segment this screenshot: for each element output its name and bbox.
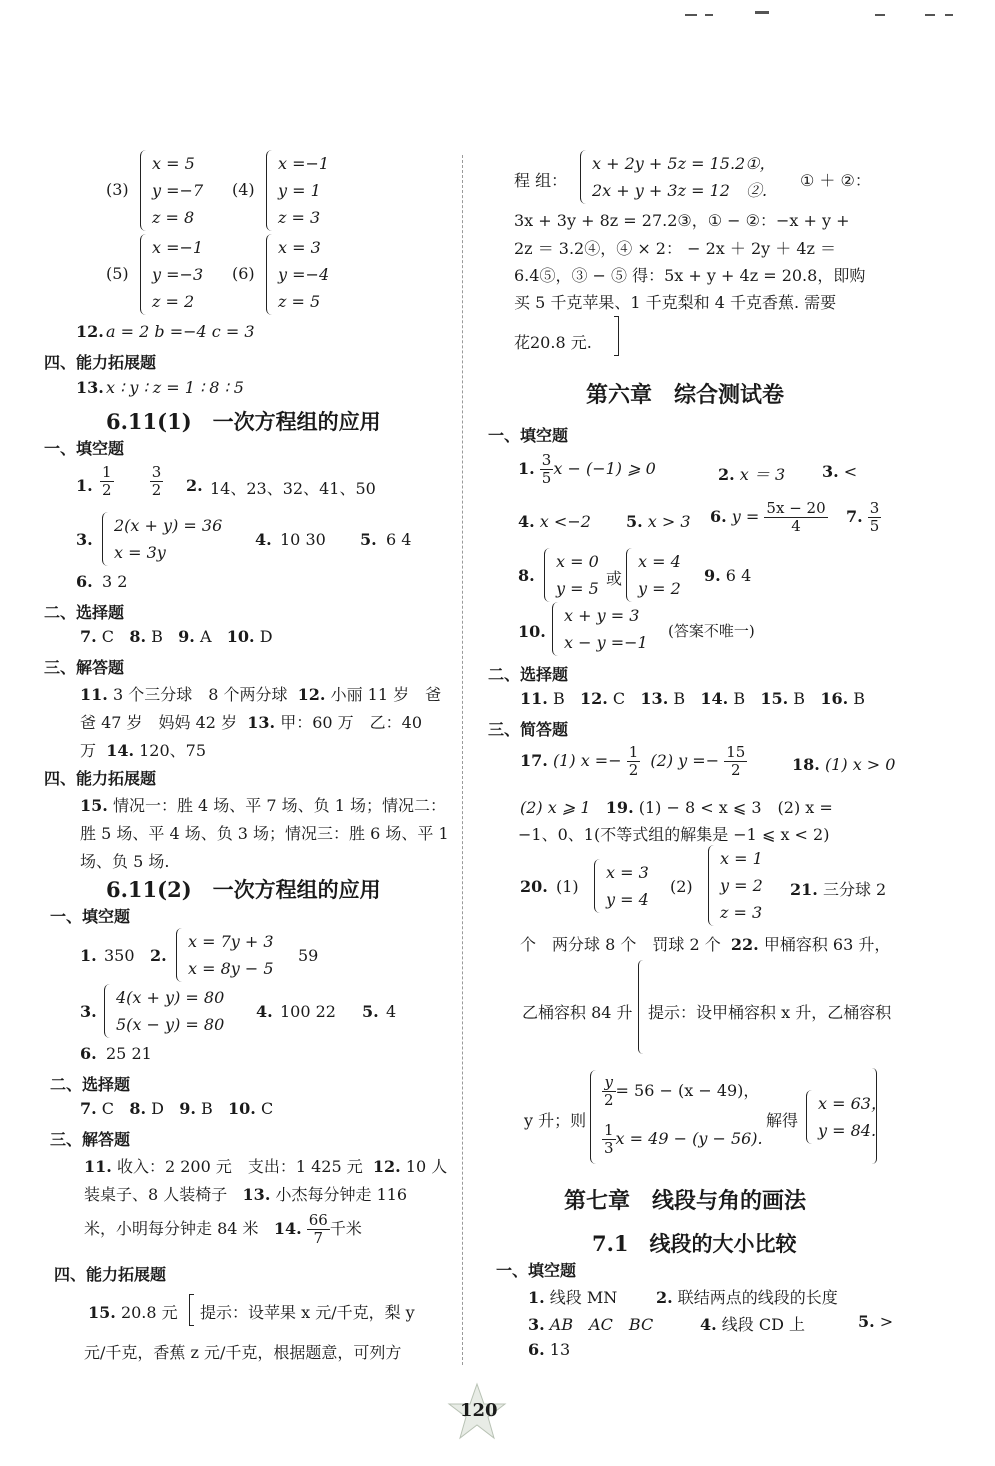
choice-answers-11-16: 11. B 12. C 13. B 14. B 15. B 16. B	[520, 689, 866, 708]
q13-answer: x ∶ y ∶ z = 1 ∶ 8 ∶ 5	[106, 378, 244, 397]
section-heading: 一、填空题	[44, 439, 125, 458]
t3-answer: 3. AB AC BC	[528, 1315, 654, 1334]
r10-num: 10.	[518, 622, 546, 641]
r4-answer: 4. x <−2	[518, 512, 591, 531]
section-heading: 四、能力拓展题	[44, 769, 157, 788]
q1-answer: $\frac{1}{2}$ $\frac{3}{2}$	[102, 463, 162, 499]
r18-answer: 18. (1) x > 0	[792, 755, 896, 774]
chapter-7-title: 第七章 线段与角的画法	[564, 1188, 807, 1214]
r6-answer: 6. y = $\frac{5x - 20}{4}$	[710, 499, 826, 535]
r20-num: 20.	[520, 877, 548, 896]
q15-line1: 15. 情况一：胜 4 场、平 7 场、负 1 场；情况二：	[80, 796, 446, 815]
choice-answers-p7-10: 7. C 8. D 9. B 10. C	[80, 1099, 274, 1118]
page-number: 120	[460, 1400, 498, 1421]
p2-system: x = 7y + 3 x = 8y − 5	[176, 928, 262, 982]
p3-system: 4(x + y) = 80 5(x − y) = 80	[104, 984, 212, 1038]
column-divider	[462, 155, 463, 1365]
r7-answer: 7. $\frac{3}{5}$	[846, 499, 880, 535]
r21-answer: 21. 三分球 2	[790, 880, 887, 899]
section-heading: 一、填空题	[496, 1261, 577, 1280]
continuation-system: x + 2y + 5z = 15.2①， 2x + y + 3z = 12 ②.	[580, 150, 764, 204]
section-heading: 三、解答题	[50, 1130, 131, 1149]
q2-answer: 14、23、32、41、50	[210, 479, 376, 498]
r8-num: 8.	[518, 566, 535, 585]
section-heading: 四、能力拓展题	[54, 1265, 167, 1284]
r19-line3: −1、0、1(不等式组的解集是 −1 ⩽ x < 2)	[518, 825, 830, 844]
r1-answer: 1. $\frac{3}{5}$ x − (−1) ⩾ 0	[518, 451, 656, 487]
label-6: (6)	[232, 264, 255, 283]
continuation-line6: 花20.8 元.	[514, 333, 592, 352]
r17-answer: 17. (1) x =− $\frac{1}{2}$ (2) y =− $\frac{15}{2}$	[520, 743, 746, 779]
r10-system: x + y = 3 x − y =−1	[552, 602, 636, 656]
continuation-after: ① ＋ ②：	[800, 171, 871, 190]
continuation-line3: 2z ＝ 3.2④，④ × 2： − 2x ＋ 2y ＋ 4z ＝	[514, 239, 837, 258]
hint-bracket	[638, 960, 643, 1054]
section-heading: 一、填空题	[488, 426, 569, 445]
system-4: x =−1 y = 1 z = 3	[266, 150, 317, 231]
q4-num: 4.	[255, 530, 272, 549]
q13-num: 13.	[76, 378, 104, 397]
p4-answer: 100 22	[280, 1002, 336, 1021]
q11-line3: 万 14. 120、75	[80, 741, 207, 760]
hint-bracket	[189, 1294, 194, 1326]
p2-after: 59	[298, 946, 319, 965]
section-heading: 三、解答题	[44, 658, 125, 677]
p15-hint-line2: 元/千克，香蕉 z 元/千克，根据题意，可列方	[84, 1343, 402, 1362]
q11-line2: 爸 47 岁 妈妈 42 岁 13. 甲：60 万 乙：40	[80, 713, 422, 732]
t4-answer: 4. 线段 CD 上	[700, 1315, 806, 1334]
section-heading: 二、选择题	[488, 665, 569, 684]
section-heading: 一、填空题	[50, 907, 131, 926]
r8-system-1: x = 0 y = 5	[544, 548, 587, 602]
q15-line3: 场、负 5 场.	[80, 852, 170, 871]
r20-part1-label: (1)	[556, 877, 579, 896]
q3-num: 3.	[76, 530, 93, 549]
continuation-line4: 6.4⑤，③ − ⑤ 得：5x + y + 4z = 20.8，即购	[514, 266, 866, 285]
section-heading: 二、选择题	[44, 603, 125, 622]
q4-answer: 10 30	[280, 530, 326, 549]
label-5: (5)	[106, 264, 129, 283]
p13-line3: 米，小明每分钟走 84 米 14. $\frac{66}{7}$ 千米	[84, 1211, 362, 1247]
system-5: x =−1 y =−3 z = 2	[140, 234, 191, 315]
label-4: (4)	[232, 180, 255, 199]
p5-answer: 4	[386, 1002, 397, 1021]
r9-answer: 9. 6 4	[704, 566, 752, 585]
r22-line4: y 升；则	[524, 1111, 587, 1130]
r20-system-2: x = 1 y = 2 z = 3	[708, 845, 751, 926]
r8-system-2: x = 4 y = 2	[626, 548, 669, 602]
q3-system: 2(x + y) = 36 x = 3y	[102, 512, 210, 566]
q12-answer: a = 2 b =−4 c = 3	[106, 322, 255, 341]
t1-answer: 1. 线段 MN	[528, 1288, 618, 1307]
p11-line1: 11. 收入：2 200 元 支出：1 425 元 12. 10 人	[84, 1157, 448, 1176]
section-heading: 四、能力拓展题	[44, 353, 157, 372]
label-3: (3)	[106, 180, 129, 199]
p1-answer: 350	[104, 946, 135, 965]
p1-num: 1.	[80, 946, 97, 965]
r22-solve-label: 解得	[766, 1111, 799, 1130]
r20-part2-label: (2)	[670, 877, 693, 896]
r20-system-1: x = 3 y = 4	[594, 859, 637, 913]
t2-answer: 2. 联结两点的线段的长度	[656, 1288, 838, 1307]
p4-num: 4.	[256, 1002, 273, 1021]
r22-hint: 提示：设甲桶容积 x 升，乙桶容积	[648, 1003, 892, 1022]
r21-line2: 个 两分球 8 个 罚球 2 个 22. 甲桶容积 63 升，	[520, 935, 891, 954]
continuation-label: 程 组：	[514, 171, 568, 190]
system-6: x = 3 y =−4 z = 5	[266, 234, 317, 315]
section-heading: 二、选择题	[50, 1075, 131, 1094]
section-heading: 三、简答题	[488, 720, 569, 739]
r8-or: 或	[606, 569, 623, 588]
p5-num: 5.	[362, 1002, 379, 1021]
section-title-7-1: 7.1 线段的大小比较	[592, 1231, 797, 1256]
q5-num: 5.	[360, 530, 377, 549]
r10-note: (答案不唯一)	[668, 622, 755, 640]
r5-answer: 5. x > 3	[626, 512, 691, 531]
p2-num: 2.	[150, 946, 167, 965]
hint-bracket-close	[872, 1068, 877, 1164]
section-title-6-11-2: 6.11(2) 一次方程组的应用	[106, 877, 381, 902]
q12-num: 12.	[76, 322, 104, 341]
p3-num: 3.	[80, 1002, 97, 1021]
continuation-line2: 3x + 3y + 8z = 27.2③，① − ②：−x + y +	[514, 211, 850, 230]
top-edge-marks	[675, 4, 975, 12]
p12-line2: 装桌子、8 人装椅子 13. 小杰每分钟走 116	[84, 1185, 408, 1204]
q11-line1: 11. 3 个三分球 8 个两分球 12. 小丽 11 岁 爸	[80, 685, 442, 704]
r18-line2: (2) x ⩾ 1 19. (1) − 8 < x ⩽ 3 (2) x =	[520, 798, 833, 817]
r22-line3: 乙桶容积 84 升	[522, 1003, 633, 1022]
r22-solution: x = 63， y = 84.	[806, 1090, 875, 1144]
system-3: x = 5 y =−7 z = 8	[140, 150, 191, 231]
r3-answer: 3. <	[822, 462, 858, 481]
q6-answer: 3 2	[102, 572, 128, 591]
t5-answer: 5. >	[858, 1312, 894, 1331]
p15-line1: 15. 20.8 元	[88, 1303, 178, 1322]
t6-answer: 6. 13	[528, 1340, 571, 1359]
chapter-6-title: 第六章 综合测试卷	[586, 382, 785, 408]
r2-answer: 2. x ＝ 3	[718, 465, 786, 484]
q6-num: 6.	[76, 572, 93, 591]
q1-num: 1.	[76, 476, 93, 495]
choice-answers-7-10: 7. C 8. B 9. A 10. D	[80, 627, 273, 646]
continuation-line5: 买 5 千克苹果、1 千克梨和 4 千克香蕉. 需要	[514, 293, 837, 312]
section-title-6-11-1: 6.11(1) 一次方程组的应用	[106, 409, 381, 434]
p6-answer: 25 21	[106, 1044, 152, 1063]
hint-bracket-close	[614, 316, 619, 356]
q5-answer: 6 4	[386, 530, 412, 549]
q2-num: 2.	[186, 476, 203, 495]
p15-hint-line1: 提示：设苹果 x 元/千克，梨 y	[200, 1303, 415, 1322]
p6-num: 6.	[80, 1044, 97, 1063]
q15-line2: 胜 5 场、平 4 场、负 3 场；情况三：胜 6 场、平 1	[80, 824, 449, 843]
